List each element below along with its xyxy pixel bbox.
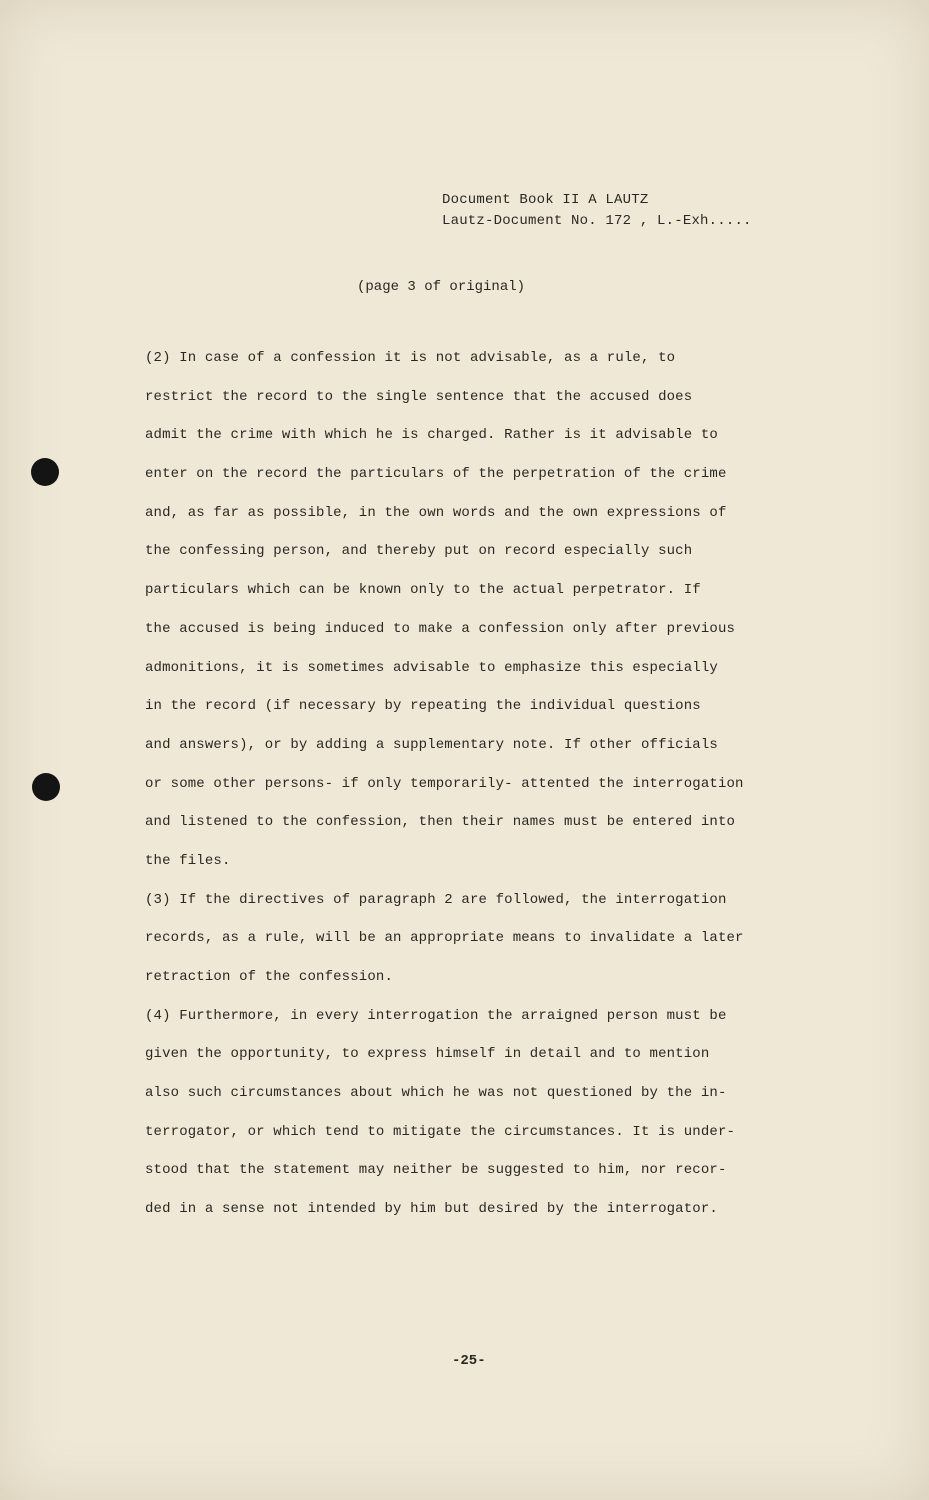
header-book-line: Document Book II A LAUTZ xyxy=(442,192,649,208)
body-line: in the record (if necessary by repeating the individual questions xyxy=(145,698,701,715)
body-line: retraction of the confession. xyxy=(145,969,393,985)
body-line: the files. xyxy=(145,852,231,869)
body-line: admit the crime with which he is charged. Rather is it advisable to xyxy=(145,427,718,444)
body-line: admonitions, it is sometimes advisable to emphasize this especially xyxy=(145,659,718,676)
body-line: ded in a sense not intended by him but desired by the interrogator. xyxy=(145,1201,718,1218)
body-line: stood that the statement may neither be suggested to him, nor recor- xyxy=(145,1162,727,1179)
body-line: (2) In case of a confession it is not advisable, as a rule, to xyxy=(145,350,676,366)
header-document-line: Lautz-Document No. 172 , L.-Exh..... xyxy=(442,213,752,229)
body-line: terrogator, or which tend to mitigate the circumstances. It is under- xyxy=(145,1123,736,1140)
body-line: enter on the record the particulars of the perpetration of the crime xyxy=(145,466,727,483)
punch-hole xyxy=(32,773,60,801)
page-reference: (page 3 of original) xyxy=(357,279,526,295)
body-line: (4) Furthermore, in every interrogation the arraigned person must be xyxy=(145,1007,727,1024)
punch-hole xyxy=(31,458,59,486)
body-line: and answers), or by adding a supplementary note. If other officials xyxy=(145,736,718,753)
body-line: and, as far as possible, in the own words and the own expressions of xyxy=(145,504,727,521)
body-line: restrict the record to the single sentence that the accused does xyxy=(145,388,693,405)
body-line: records, as a rule, will be an appropriate means to invalidate a later xyxy=(145,930,744,947)
body-line: also such circumstances about which he was not questioned by the in- xyxy=(145,1085,727,1102)
body-line: or some other persons- if only temporarily- attented the interrogation xyxy=(145,775,744,792)
document-header xyxy=(442,190,752,232)
body-text xyxy=(145,346,825,1236)
body-line: given the opportunity, to express himself in detail and to mention xyxy=(145,1046,710,1063)
body-line: particulars which can be known only to the actual perpetrator. If xyxy=(145,582,701,599)
body-line: the confessing person, and thereby put on record especially such xyxy=(145,543,693,560)
body-line: and listened to the confession, then their names must be entered into xyxy=(145,814,736,831)
body-line: (3) If the directives of paragraph 2 are followed, the interrogation xyxy=(145,891,727,908)
body-line: the accused is being induced to make a confession only after previous xyxy=(145,620,736,637)
page-number: -25- xyxy=(452,1353,486,1369)
